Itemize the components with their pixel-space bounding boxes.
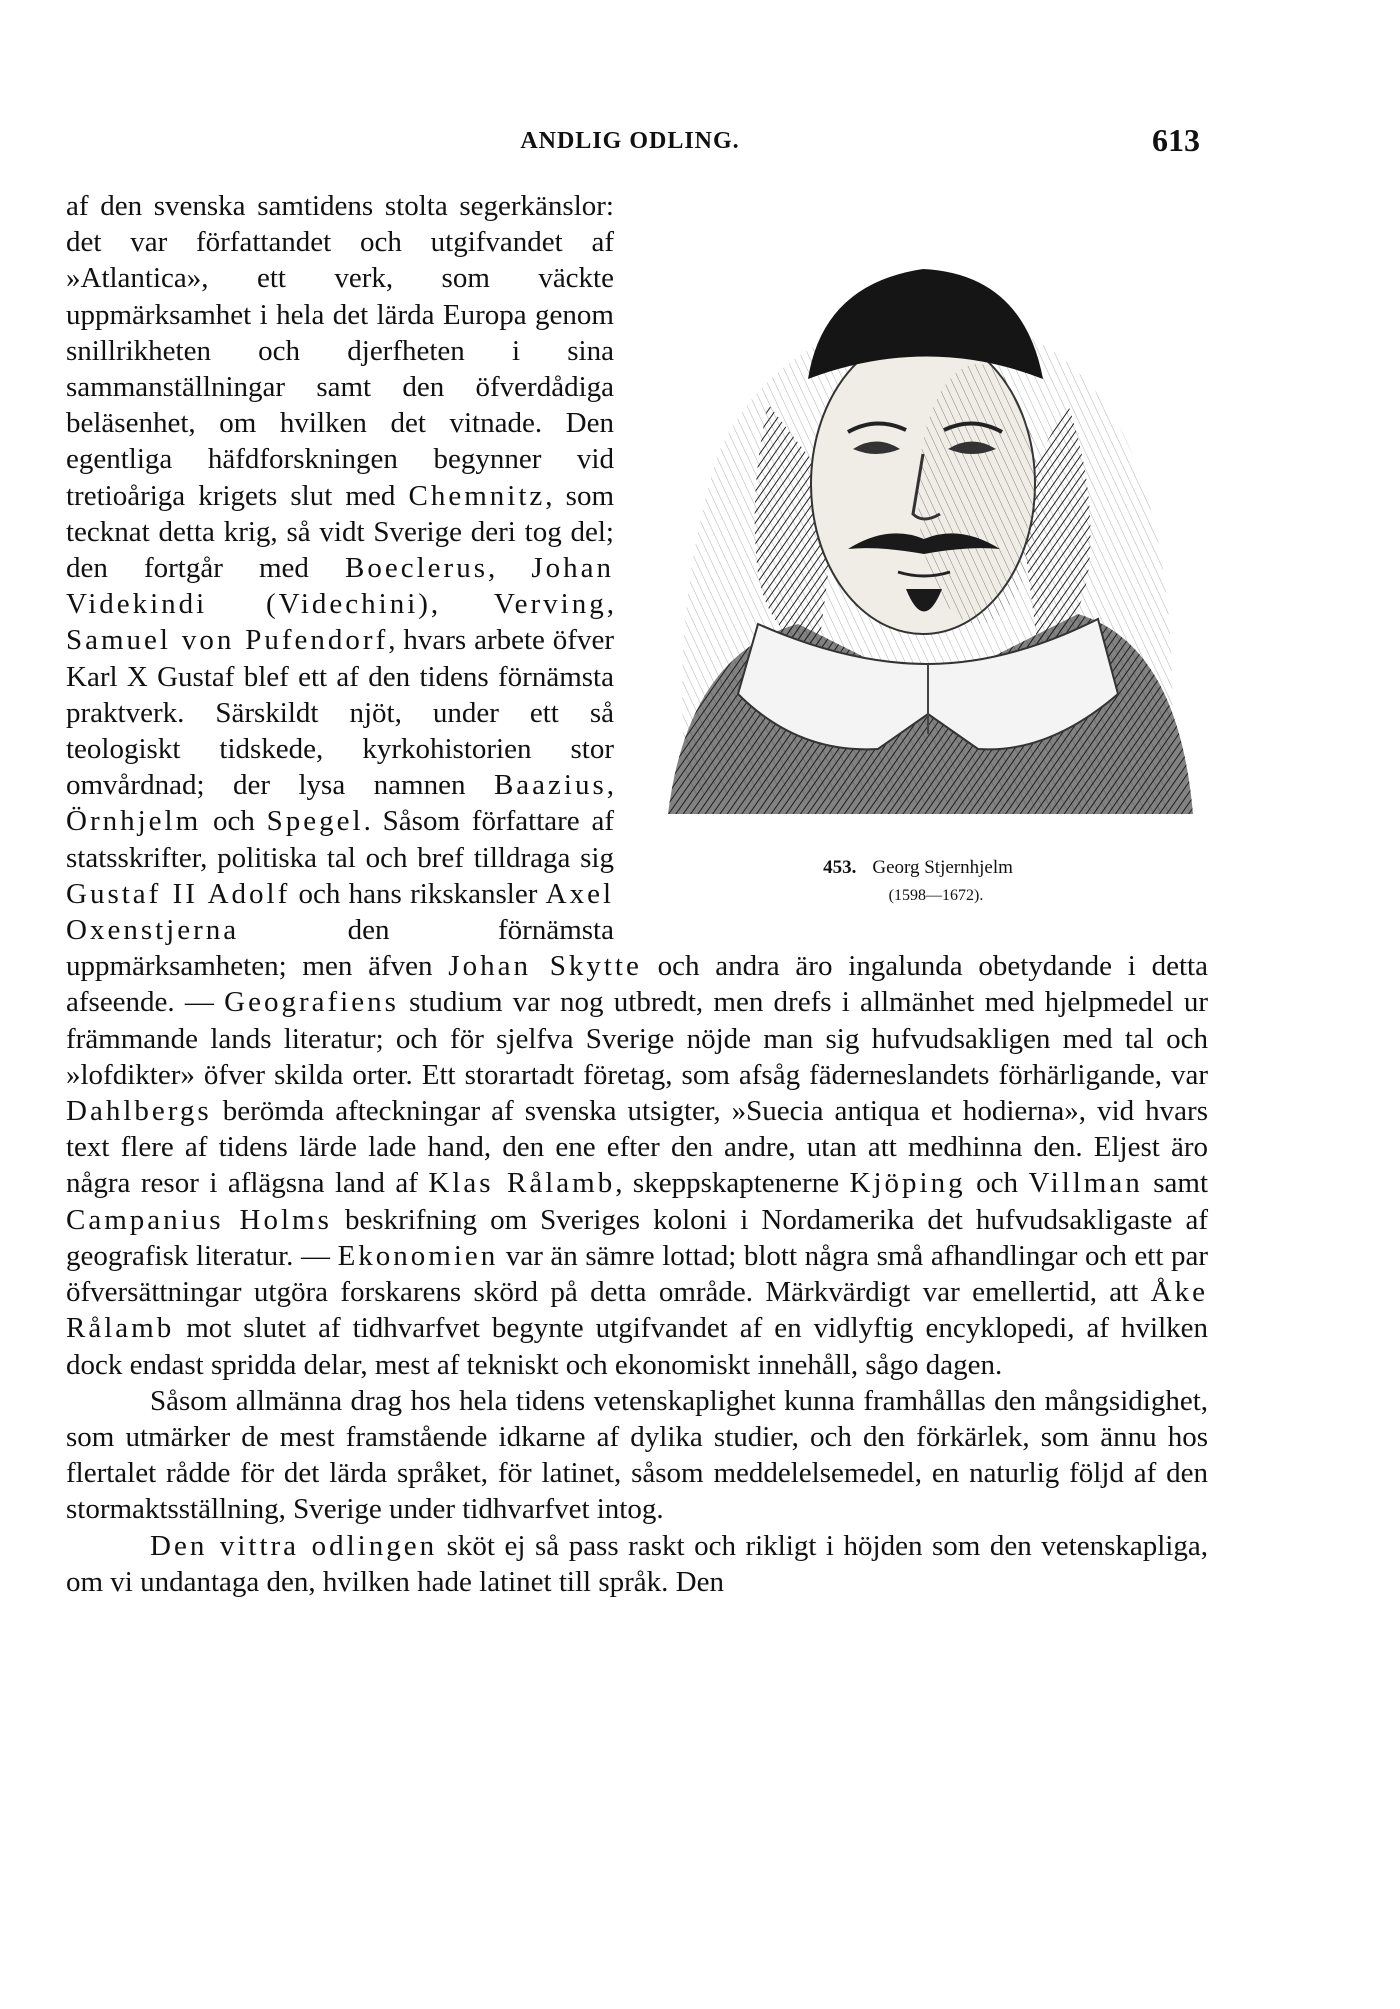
spaced-name: Samuel von Pufendorf	[66, 624, 389, 657]
paragraph-2: Såsom allmänna drag hos hela tidens vetenskaplighet kunna framhållas den mångsidighet, som utmärker de mest framstående idkarne af dylika studier, och den förkärlek, som ännu hos flertalet rådde för det lärda språket, för latinet, såsom meddelelsemedel, en naturlig följd af den stormaktsställning, Sverige under tidhvarfvet intog.	[66, 1384, 1208, 1526]
spaced-name: Kjöping	[849, 1167, 966, 1200]
page-number: 613	[1152, 122, 1200, 158]
spaced-name: Åke Rålamb	[66, 1276, 1208, 1345]
spaced-name: Baazius	[493, 769, 607, 802]
figure-subject: Georg Stjernhjelm	[872, 857, 1013, 878]
spaced-name: Johan Videkindi (Videchini)	[66, 552, 615, 621]
figure-number: 453.	[823, 857, 857, 878]
paragraph-3: Den vittra odlingen sköt ej så pass raskt och rikligt i höjden som den vetenskapliga, om vi undantaga den, hvilken hade latinet till språk. Den	[66, 1529, 1208, 1598]
spaced-name: Gustaf II Adolf	[66, 877, 291, 910]
spaced-name: Den vittra odlingen	[150, 1529, 438, 1562]
spaced-name: Örnhjelm	[66, 805, 202, 838]
portrait-engraving	[648, 194, 1208, 834]
spaced-name: Chemnitz	[408, 479, 546, 512]
spaced-name: Spegel	[266, 805, 364, 838]
spaced-name: Verving	[493, 588, 607, 621]
figure-caption	[628, 854, 1208, 910]
spaced-name: Axel Oxenstjerna	[66, 877, 615, 947]
figure-dates: (1598—1672).	[888, 887, 984, 904]
body-text	[66, 188, 1208, 1600]
spaced-name: Johan Skytte	[448, 950, 642, 983]
spaced-name: Klas Rålamb	[428, 1167, 616, 1200]
portrait-figure	[628, 194, 1208, 934]
page-header	[60, 122, 1200, 168]
paragraph-1: af den svenska samtidens stolta segerkänslor: det var författandet och utgifvandet af »Atlantica», ett verk, som väckte uppmärksamhet i hela det lärda Europa genom snillrikheten och djerfheten i sina sammanställningar samt den öfverdådiga beläsenhet, om hvilken det vitnade. Den egentliga häfdforskningen begynner vid tretioåriga krigets slut med Chemnitz, som tecknat detta krig, så vidt Sverige deri tog del; den fortgår med Boeclerus, Johan Videkindi (Videchini), Verving, Samuel von Pufendorf, hvars arbete öfver Karl X Gustaf blef ett af den tidens förnämsta praktverk. Särskildt njöt, under ett så teologiskt tidskede, kyrkohistorien stor omvårdnad; der lysa namnen Baazius, Örnhjelm och Spegel. Såsom författare af statsskrifter, politiska tal och bref tilldraga sig Gustaf II Adolf och hans rikskansler Axel Oxenstjerna den förnämsta uppmärksamheten; men äfven Johan Skytte och andra äro ingalunda obetydande i detta afseende. — Geografiens studium var nog utbredt, men drefs i allmänhet med hjelpmedel ur främmande lands literatur; och för sjelfva Sverige nöjde man sig hufvudsakligen med tal och »lofdikter» öfver skilda orter. Ett storartadt företag, som afsåg fäderneslandets förhärligande, var Dahlbergs berömda afteckningar af svenska utsigter, »Suecia antiqua et hodierna», vid hvars text flere af tidens lärde lade hand, den ene efter den andre, utan att medhinna den. Eljest äro några resor i aflägsna land af Klas Rålamb, skeppskaptenerne Kjöping och Villman samt Campanius Holms beskrifning om Sveriges koloni i Nordamerika det hufvudsakligaste af geografisk literatur. — Ekonomien var än sämre lottad; blott några små afhandlingar och ett par öfversättningar utgöra forskarens skörd på detta område. Märkvärdigt var emellertid, att Åke Rålamb mot slutet af tidhvarfvet begynte utgifvandet af en vidlyftig encyklopedi, af hvilken dock endast spridda delar, mest af tekniskt och ekonomiskt innehåll, sågo dagen.	[66, 190, 1208, 1381]
spaced-name: Boeclerus	[345, 552, 488, 585]
running-title: ANDLIG ODLING.	[520, 128, 740, 154]
spaced-name: Campanius Holms	[66, 1203, 332, 1236]
spaced-name: Dahlbergs	[66, 1095, 212, 1128]
spaced-name: Ekonomien	[337, 1239, 499, 1272]
spaced-name: Geografiens	[224, 986, 399, 1019]
spaced-name: Villman	[1028, 1167, 1143, 1200]
